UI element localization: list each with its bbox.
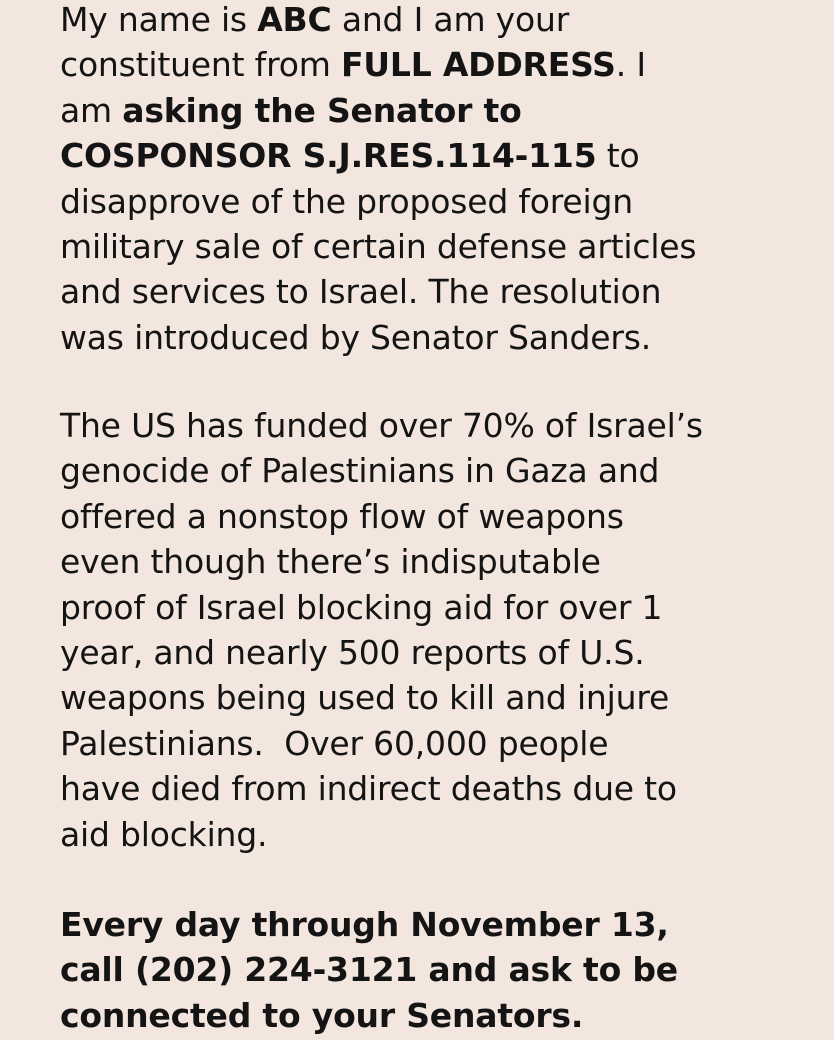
intro-line-7: and services to Israel. The resolution bbox=[60, 272, 662, 312]
facts-line-7: weapons being used to kill and injure bbox=[60, 678, 670, 718]
facts-line-6: year, and nearly 500 reports of U.S. bbox=[60, 633, 645, 673]
intro-text: . I bbox=[615, 45, 646, 85]
cta-line-1: Every day through November 13, bbox=[60, 905, 669, 944]
resolution-emphasis: COSPONSOR S.J.RES.114-115 bbox=[60, 136, 597, 176]
name-placeholder: ABC bbox=[257, 0, 332, 39]
intro-text: to bbox=[596, 136, 640, 176]
facts-line-8: Palestinians. Over 60,000 people bbox=[60, 723, 609, 763]
intro-line-1 bbox=[60, 0, 820, 42]
call-to-action-paragraph bbox=[60, 902, 820, 1038]
facts-line-9: have died from indirect deaths due to bbox=[60, 769, 677, 809]
intro-text: My name is bbox=[60, 0, 258, 39]
address-placeholder: FULL ADDRESS bbox=[340, 45, 616, 85]
intro-text: am bbox=[60, 90, 123, 130]
facts-line-10: aid blocking. bbox=[60, 814, 268, 854]
intro-text: constituent from bbox=[60, 45, 341, 85]
cta-line-2: call (202) 224-3121 and ask to be bbox=[60, 950, 678, 990]
facts-line-1: The US has funded over 70% of Israel’s bbox=[60, 406, 703, 445]
intro-text: and I am your bbox=[331, 0, 570, 39]
facts-line-5: proof of Israel blocking aid for over 1 bbox=[60, 587, 663, 627]
intro-line-6: military sale of certain defense articles bbox=[60, 227, 697, 267]
intro-line-5: disapprove of the proposed foreign bbox=[60, 181, 633, 221]
facts-paragraph bbox=[60, 403, 820, 857]
facts-line-2: genocide of Palestinians in Gaza and bbox=[60, 451, 660, 491]
facts-line-4: even though there’s indisputable bbox=[60, 542, 601, 582]
cta-line-3: connected to your Senators. bbox=[60, 995, 584, 1035]
facts-line-3: offered a nonstop flow of weapons bbox=[60, 496, 624, 536]
intro-line-8: was introduced by Senator Sanders. bbox=[60, 317, 652, 357]
request-emphasis: asking the Senator to bbox=[122, 90, 522, 130]
intro-paragraph bbox=[60, 0, 820, 360]
intro-line-4 bbox=[60, 133, 820, 178]
intro-line-3 bbox=[60, 88, 820, 133]
intro-line-2 bbox=[60, 42, 820, 87]
